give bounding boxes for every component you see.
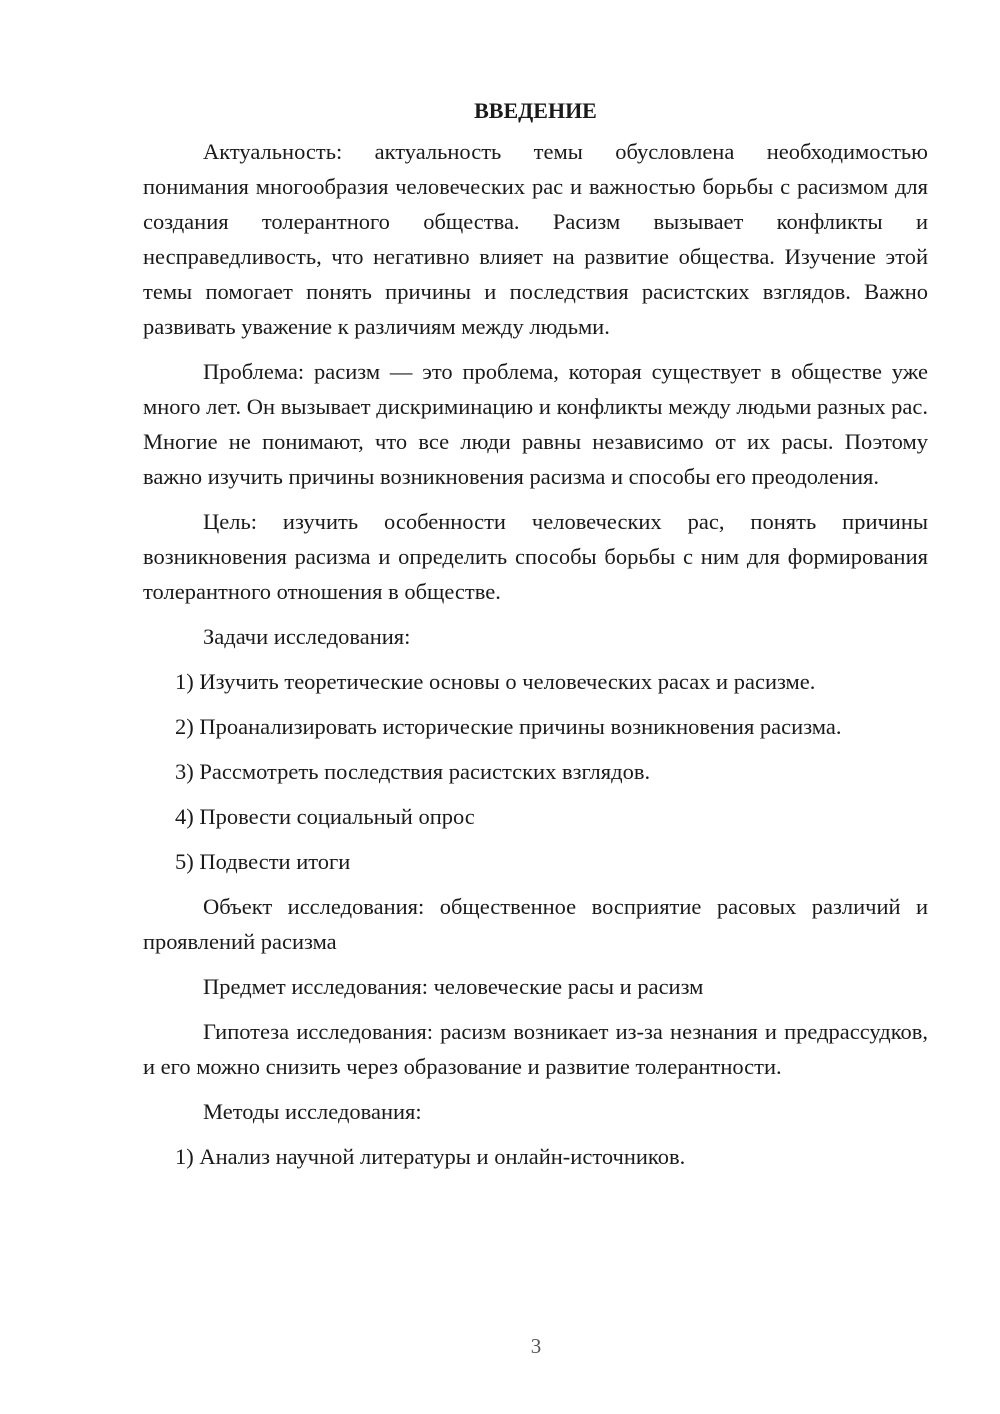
- task-item-2: 2) Проанализировать исторические причины возникновения расизма.: [175, 714, 842, 739]
- task-item-4: 4) Провести социальный опрос: [175, 804, 475, 829]
- goal-paragraph: Цель: изучить особенности человеческих рас, понять причины возникновения расизма и определить способы борьбы с ним для формирования толерантного отношения в обществе.: [143, 509, 928, 604]
- relevance-paragraph: Актуальность: актуальность темы обусловлена необходимостью понимания многообразия человеческих рас и важностью борьбы с расизмом для создания толерантного общества. Расизм вызывает конфликты и несправедливость, что негативно влияет на развитие общества. Изучение этой темы помогает понять причины и последствия расистских взглядов. Важно развивать уважение к различиям между людьми.: [143, 139, 928, 339]
- method-item-1: 1) Анализ научной литературы и онлайн-источников.: [175, 1144, 686, 1169]
- task-item-5: 5) Подвести итоги: [175, 849, 351, 874]
- section-heading: ВВЕДЕНИЕ: [474, 98, 597, 123]
- methods-title: Методы исследования:: [203, 1099, 422, 1124]
- subject-paragraph: Предмет исследования: человеческие расы и расизм: [203, 974, 704, 999]
- hypothesis-paragraph: Гипотеза исследования: расизм возникает из-за незнания и предрассудков, и его можно снизить через образование и развитие толерантности.: [143, 1019, 928, 1079]
- document-page: [143, 96, 928, 1184]
- problem-paragraph: Проблема: расизм — это проблема, которая существует в обществе уже много лет. Он вызывает дискриминацию и конфликты между людьми разных рас. Многие не понимают, что все люди равны независимо от их расы. Поэтому важно изучить причины возникновения расизма и способы его преодоления.: [143, 359, 928, 489]
- task-item-1: 1) Изучить теоретические основы о человеческих расах и расизме.: [175, 669, 816, 694]
- tasks-title: Задачи исследования:: [203, 624, 411, 649]
- task-item-3: 3) Рассмотреть последствия расистских взглядов.: [175, 759, 651, 784]
- page-number: 3: [530, 1334, 542, 1358]
- object-paragraph: Объект исследования: общественное восприятие расовых различий и проявлений расизма: [143, 894, 928, 954]
